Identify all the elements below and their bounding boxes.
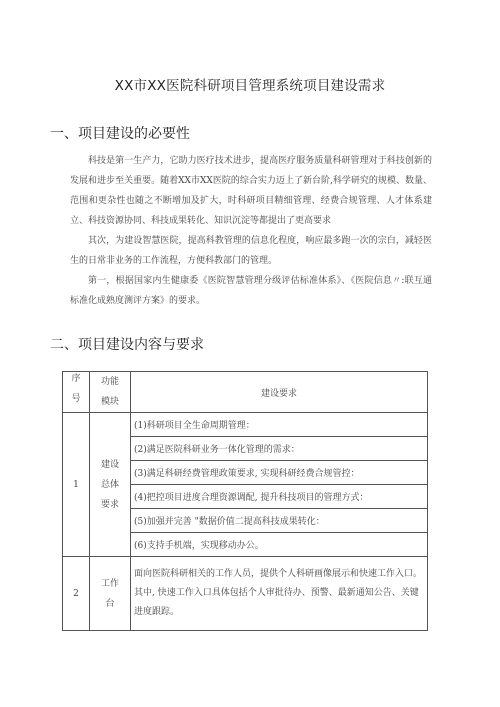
row2-module: 工作 台: [90, 557, 131, 631]
section-heading-content: 二、项目建设内容与要求: [50, 337, 204, 353]
header-no: 序 号: [63, 372, 90, 413]
row2-requirement: 面向医院科研相关的工作人员，提供个人科研画像展示和快速工作入口。其中, 快速工作入口具体包括个人审批待办、预警、最新通知公告、关键进度跟踪。: [131, 557, 428, 631]
requirement-item-5: (5)加强并完善 "数据价值二提高科技成果转化：: [131, 509, 428, 533]
paragraph-2: 其次，为建设智慧医院，提高科教管理的信息化程度，响应最多跑一次的宗白，减轻医生的日常非业务的工作流程，方便科教部门的管理。: [70, 236, 432, 266]
requirement-item-3: (3)满足科研经费管理政策要求, 实现科研经费合规管控：: [131, 461, 428, 485]
paragraph-1: 科技是第一生产力，它助力医疗技术进步，提高医疗服务质量科研管理对于科技创新的发展和进步至关重要。随着XX市XX医院的综合实力迈上了新台阶,科学研究的规模、数量、范围和更杂性也随之不断增加及扩大，时科研项目精细管理、经费合规管理、人才体系建立、科技资源协同、科技成果转化、知识沉淀等都提出了更高要求: [70, 156, 432, 226]
document-title: XX市XX医院科研项目管理系统项目建设需求: [114, 78, 386, 94]
row2-no: 2: [63, 557, 90, 631]
requirement-item-6: (6)支持手机端，实现移动办公。: [131, 533, 428, 557]
row1-no: 1: [63, 413, 90, 557]
header-requirement: 建设要求: [131, 372, 428, 413]
table-header-row: [63, 372, 428, 413]
requirements-table: [62, 371, 428, 631]
row1-module: 建设 总体 要求: [90, 413, 131, 557]
table-row: [63, 557, 428, 631]
paragraph-3: 第一，根据国家内生健康委《医院智慧管理分级评估标准体系》、《医院信息〃:联互通标准化成熟度测评方案》的要求。: [70, 276, 432, 306]
requirement-item-2: (2)满足医院科研业务一体化管理的需求：: [131, 437, 428, 461]
requirement-item-4: (4)把控项目进度合理资源调配, 提升科技项目的管理方式：: [131, 485, 428, 509]
header-module: 功能 模块: [90, 372, 131, 413]
section-heading-necessity: 一、项目建设的必要性: [50, 126, 190, 142]
table-row: [63, 413, 428, 437]
requirement-item-1: (1)科研项目全生命周期管理：: [131, 413, 428, 437]
